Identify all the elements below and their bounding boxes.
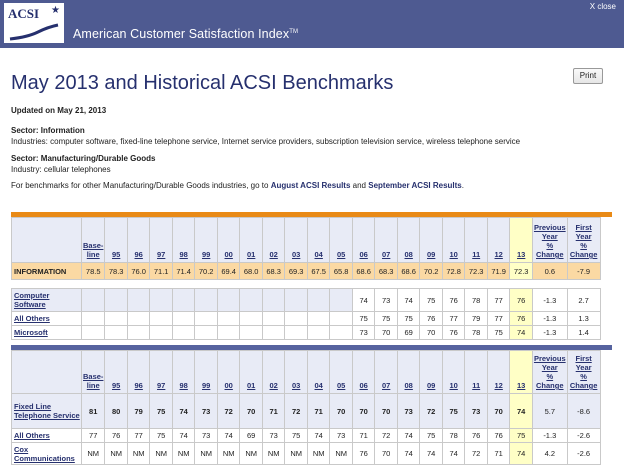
sector-information: Sector: Information Industries: computer software, fixed-line telephone service, Internet service providers, subscription television service, wireless telephone service <box>11 126 521 146</box>
table-cell: NM <box>307 443 330 465</box>
col-year-95[interactable] <box>105 218 128 263</box>
table-cell: 70.2 <box>420 263 443 280</box>
fixed-line-table <box>11 350 601 465</box>
col-year-02[interactable] <box>262 351 285 394</box>
col-year-04[interactable] <box>307 218 330 263</box>
table-cell: 4.2 <box>532 443 567 465</box>
col-year-03[interactable] <box>285 218 308 263</box>
table-cell: 76 <box>105 429 128 443</box>
year-02-link[interactable]: 02 <box>269 381 278 390</box>
table-cell: 76 <box>465 429 488 443</box>
table-cell <box>127 289 150 312</box>
benchmark-note: For benchmarks for other Manufacturing/Durable Goods industries, go to August ACSI Results and September ACSI Results. <box>11 181 464 190</box>
table-cell: 71.1 <box>150 263 173 280</box>
table-cell: 67.5 <box>307 263 330 280</box>
table-cell: 72 <box>375 429 398 443</box>
year-07-link[interactable]: 07 <box>382 381 391 390</box>
year-09-link[interactable]: 09 <box>427 250 436 259</box>
table-row <box>12 326 601 340</box>
table-cell: 75 <box>397 312 420 326</box>
col-year-02[interactable] <box>262 218 285 263</box>
spacer-row <box>12 280 601 289</box>
august-results-link[interactable]: August ACSI Results <box>270 181 351 190</box>
table-cell: -2.6 <box>567 443 600 465</box>
header-blank <box>12 351 82 394</box>
table-cell: NM <box>285 443 308 465</box>
year-12-link[interactable]: 12 <box>494 250 503 259</box>
year-06-link[interactable]: 06 <box>359 250 368 259</box>
col-year-07[interactable] <box>375 218 398 263</box>
row-name <box>12 263 82 280</box>
table-cell: 71 <box>487 443 510 465</box>
table-cell: 73 <box>330 429 353 443</box>
col-baseline[interactable] <box>82 218 105 263</box>
table-cell: 74 <box>307 429 330 443</box>
table-cell <box>172 312 195 326</box>
table-cell: 76 <box>420 312 443 326</box>
table-cell: 75 <box>150 429 173 443</box>
table-cell: 69 <box>397 326 420 340</box>
col-year-13[interactable] <box>510 351 533 394</box>
table-cell: 78.5 <box>82 263 105 280</box>
table-cell: 5.7 <box>532 394 567 429</box>
year-00-link[interactable]: 00 <box>224 250 233 259</box>
table-cell: 68.0 <box>240 263 263 280</box>
table-cell: 70 <box>375 443 398 465</box>
table-cell: 74 <box>510 394 533 429</box>
table-cell: 74 <box>397 289 420 312</box>
year-10-link[interactable]: 10 <box>449 250 458 259</box>
spacer-cell <box>12 280 601 289</box>
table-cell: 75 <box>352 312 375 326</box>
year-97-link[interactable]: 97 <box>157 250 166 259</box>
table-cell: 72.8 <box>442 263 465 280</box>
row-label[interactable]: All Others <box>14 314 50 323</box>
year-02-link[interactable]: 02 <box>269 250 278 259</box>
row-label[interactable]: All Others <box>14 431 50 440</box>
year-10-link[interactable]: 10 <box>449 381 458 390</box>
table-cell <box>285 289 308 312</box>
table-cell <box>330 326 353 340</box>
col-first-year-change[interactable] <box>567 218 600 263</box>
table-cell: 71.4 <box>172 263 195 280</box>
table-cell: -8.6 <box>567 394 600 429</box>
year-96-link[interactable]: 96 <box>134 381 143 390</box>
table-cell <box>150 326 173 340</box>
updated-date: Updated on May 21, 2013 <box>11 106 107 115</box>
col-year-12[interactable] <box>487 351 510 394</box>
table-cell: 78 <box>442 429 465 443</box>
year-12-link[interactable]: 12 <box>494 381 503 390</box>
table-cell: NM <box>262 443 285 465</box>
table-cell: 72.3 <box>465 263 488 280</box>
table-cell <box>217 289 240 312</box>
table-cell: -1.3 <box>532 312 567 326</box>
table-cell: NM <box>217 443 240 465</box>
table-cell <box>240 312 263 326</box>
col-previous-year-change-link[interactable]: Previous Year % Change <box>533 223 566 259</box>
table-cell <box>82 289 105 312</box>
table-cell: -1.3 <box>532 429 567 443</box>
table-cell <box>330 312 353 326</box>
table-cell: 1.3 <box>567 312 600 326</box>
print-button[interactable]: Print <box>573 68 603 84</box>
year-11-link[interactable]: 11 <box>472 250 481 259</box>
table-cell: 74 <box>510 443 533 465</box>
information-table <box>11 217 601 340</box>
table-cell: 72.3 <box>510 263 533 280</box>
table-cell: 71 <box>262 394 285 429</box>
year-05-link[interactable]: 05 <box>337 381 346 390</box>
year-13-link[interactable]: 13 <box>517 381 526 390</box>
table-cell: 75 <box>420 429 443 443</box>
table-cell <box>240 289 263 312</box>
table-cell <box>105 289 128 312</box>
table-cell: 70 <box>487 394 510 429</box>
row-label[interactable]: Computer Software <box>14 291 50 309</box>
col-year-05[interactable] <box>330 218 353 263</box>
col-year-04[interactable] <box>307 351 330 394</box>
table-cell: NM <box>172 443 195 465</box>
year-01-link[interactable]: 01 <box>247 250 256 259</box>
table-cell <box>82 326 105 340</box>
table-cell: 74 <box>217 429 240 443</box>
row-name[interactable] <box>12 429 82 443</box>
col-first-year-change-link[interactable]: First Year % Change <box>569 354 598 390</box>
year-06-link[interactable]: 06 <box>359 381 368 390</box>
table-cell: 74 <box>172 394 195 429</box>
star-icon: ★ <box>51 5 60 16</box>
year-99-link[interactable]: 99 <box>202 250 211 259</box>
table-cell: 81 <box>82 394 105 429</box>
table-cell: 71.9 <box>487 263 510 280</box>
table-cell: -7.9 <box>567 263 600 280</box>
col-year-95[interactable] <box>105 351 128 394</box>
table-cell: 74 <box>442 443 465 465</box>
col-year-97[interactable] <box>150 218 173 263</box>
table-cell: 73 <box>465 394 488 429</box>
year-07-link[interactable]: 07 <box>382 250 391 259</box>
col-year-09[interactable] <box>420 218 443 263</box>
year-97-link[interactable]: 97 <box>157 381 166 390</box>
table-cell: 79 <box>465 312 488 326</box>
col-baseline-link[interactable]: Base- line <box>83 372 104 390</box>
table-cell <box>285 326 308 340</box>
table-cell <box>150 312 173 326</box>
table-cell: -2.6 <box>567 429 600 443</box>
year-03-link[interactable]: 03 <box>292 381 301 390</box>
row-label[interactable]: Cox Communications <box>14 444 75 463</box>
table-cell <box>217 312 240 326</box>
col-year-00[interactable] <box>217 218 240 263</box>
year-00-link[interactable]: 00 <box>224 381 233 390</box>
table-cell: NM <box>150 443 173 465</box>
col-baseline[interactable] <box>82 351 105 394</box>
col-baseline-link[interactable]: Base- line <box>83 241 104 259</box>
row-label: INFORMATION <box>14 266 67 276</box>
table-cell: -1.3 <box>532 326 567 340</box>
table-cell: 75 <box>510 429 533 443</box>
col-previous-year-change-link[interactable]: Previous Year % Change <box>533 354 566 390</box>
table-cell <box>262 312 285 326</box>
table-cell: 68.6 <box>397 263 420 280</box>
table-cell: 69.4 <box>217 263 240 280</box>
col-year-08[interactable] <box>397 218 420 263</box>
year-95-link[interactable]: 95 <box>112 250 121 259</box>
row-name[interactable] <box>12 443 82 465</box>
table-cell: 77 <box>442 312 465 326</box>
table-cell <box>172 289 195 312</box>
table-cell: 72 <box>217 394 240 429</box>
table-cell <box>285 312 308 326</box>
year-04-link[interactable]: 04 <box>314 250 323 259</box>
table-cell: 74 <box>397 429 420 443</box>
table-cell: 75 <box>487 326 510 340</box>
table-cell <box>307 326 330 340</box>
table-cell <box>172 326 195 340</box>
col-year-01[interactable] <box>240 218 263 263</box>
col-previous-year-change[interactable] <box>532 351 567 394</box>
table-cell: 76.0 <box>127 263 150 280</box>
row-label[interactable]: Fixed Line Telephone Service <box>14 402 80 420</box>
col-year-07[interactable] <box>375 351 398 394</box>
year-01-link[interactable]: 01 <box>247 381 256 390</box>
acsi-logo[interactable] <box>4 3 64 43</box>
table-cell: 77 <box>127 429 150 443</box>
table-cell: 70 <box>420 326 443 340</box>
table-cell: 72 <box>420 394 443 429</box>
col-year-06[interactable] <box>352 218 375 263</box>
year-98-link[interactable]: 98 <box>179 250 188 259</box>
table-cell: 69 <box>240 429 263 443</box>
table-cell: 65.8 <box>330 263 353 280</box>
table-cell: NM <box>240 443 263 465</box>
table-row <box>12 312 601 326</box>
brand-name: American Customer Satisfaction Index™ <box>73 27 299 41</box>
col-year-99[interactable] <box>195 218 218 263</box>
col-year-05[interactable] <box>330 351 353 394</box>
table-cell: 70 <box>352 394 375 429</box>
col-year-08[interactable] <box>397 351 420 394</box>
september-results-link[interactable]: September ACSI Results <box>368 181 462 190</box>
table-cell: 76 <box>487 429 510 443</box>
sector-manufacturing: Sector: Manufacturing/Durable Goods Industry: cellular telephones <box>11 154 156 174</box>
table-cell: 68.6 <box>352 263 375 280</box>
table-cell: 70 <box>375 394 398 429</box>
col-first-year-change[interactable] <box>567 351 600 394</box>
table-cell: 74 <box>510 326 533 340</box>
table-cell: NM <box>195 443 218 465</box>
year-03-link[interactable]: 03 <box>292 250 301 259</box>
col-year-97[interactable] <box>150 351 173 394</box>
col-year-11[interactable] <box>465 351 488 394</box>
trend-arrow-icon <box>8 23 60 41</box>
table-row <box>12 443 601 465</box>
fixed-line-row <box>12 394 601 429</box>
table-cell: 77 <box>487 289 510 312</box>
year-95-link[interactable]: 95 <box>112 381 121 390</box>
table-cell: NM <box>330 443 353 465</box>
table-cell <box>307 312 330 326</box>
year-98-link[interactable]: 98 <box>179 381 188 390</box>
row-name[interactable] <box>12 289 82 312</box>
header-row <box>12 351 601 394</box>
site-header <box>0 0 624 48</box>
table-cell: 73 <box>375 289 398 312</box>
col-year-00[interactable] <box>217 351 240 394</box>
table-cell <box>195 289 218 312</box>
year-11-link[interactable]: 11 <box>472 381 481 390</box>
col-year-96[interactable] <box>127 351 150 394</box>
col-year-11[interactable] <box>465 218 488 263</box>
table-cell: 76 <box>442 289 465 312</box>
col-year-99[interactable] <box>195 351 218 394</box>
table-cell: NM <box>82 443 105 465</box>
table-cell: 74 <box>352 289 375 312</box>
table-cell: 2.7 <box>567 289 600 312</box>
table-cell: 76 <box>510 289 533 312</box>
table-cell: 78.3 <box>105 263 128 280</box>
col-year-06[interactable] <box>352 351 375 394</box>
table-cell <box>195 326 218 340</box>
table-cell: 70.2 <box>195 263 218 280</box>
table-cell: 70 <box>240 394 263 429</box>
col-year-98[interactable] <box>172 351 195 394</box>
year-08-link[interactable]: 08 <box>404 381 413 390</box>
header-row <box>12 218 601 263</box>
table-cell: 68.3 <box>375 263 398 280</box>
table-cell: 73 <box>195 429 218 443</box>
table-cell: 68.3 <box>262 263 285 280</box>
table-cell: 80 <box>105 394 128 429</box>
table-cell: 78 <box>465 326 488 340</box>
table-cell <box>105 312 128 326</box>
table-cell: 79 <box>127 394 150 429</box>
table-cell: 75 <box>442 394 465 429</box>
table-cell: 73 <box>262 429 285 443</box>
table-cell: 74 <box>172 429 195 443</box>
table-cell: 1.4 <box>567 326 600 340</box>
year-04-link[interactable]: 04 <box>314 381 323 390</box>
row-label[interactable]: Microsoft <box>14 328 48 337</box>
col-year-96[interactable] <box>127 218 150 263</box>
table-cell: 70 <box>330 394 353 429</box>
col-year-13[interactable] <box>510 218 533 263</box>
table-cell <box>307 289 330 312</box>
year-13-link[interactable]: 13 <box>517 250 526 259</box>
row-name[interactable] <box>12 312 82 326</box>
table-cell: 77 <box>82 429 105 443</box>
col-year-98[interactable] <box>172 218 195 263</box>
table-cell: 72 <box>465 443 488 465</box>
year-08-link[interactable]: 08 <box>404 250 413 259</box>
table-cell: -1.3 <box>532 289 567 312</box>
table-cell <box>82 312 105 326</box>
table-cell: NM <box>105 443 128 465</box>
page-title: May 2013 and Historical ACSI Benchmarks <box>11 72 394 94</box>
table-cell: 73 <box>397 394 420 429</box>
table-cell: 73 <box>352 326 375 340</box>
table-cell: 75 <box>375 312 398 326</box>
table-cell: NM <box>127 443 150 465</box>
col-previous-year-change[interactable] <box>532 218 567 263</box>
table-cell <box>127 326 150 340</box>
table-cell: 75 <box>150 394 173 429</box>
table-cell <box>105 326 128 340</box>
table-cell: 75 <box>285 429 308 443</box>
table-cell <box>195 312 218 326</box>
table-cell <box>217 326 240 340</box>
col-year-10[interactable] <box>442 218 465 263</box>
col-first-year-change-link[interactable]: First Year % Change <box>569 223 598 259</box>
table-cell: 74 <box>420 443 443 465</box>
table-cell: 74 <box>397 443 420 465</box>
row-name[interactable] <box>12 394 82 429</box>
table-cell: 71 <box>352 429 375 443</box>
table-cell: 70 <box>375 326 398 340</box>
table-row <box>12 429 601 443</box>
year-05-link[interactable]: 05 <box>337 250 346 259</box>
table-cell: 76 <box>442 326 465 340</box>
table-cell <box>262 326 285 340</box>
col-year-03[interactable] <box>285 351 308 394</box>
table-cell <box>127 312 150 326</box>
table-cell: 69.3 <box>285 263 308 280</box>
col-year-10[interactable] <box>442 351 465 394</box>
year-96-link[interactable]: 96 <box>134 250 143 259</box>
table-cell <box>150 289 173 312</box>
table-cell <box>330 289 353 312</box>
table-cell <box>262 289 285 312</box>
close-button[interactable]: X close <box>589 2 616 11</box>
table-cell: 72 <box>285 394 308 429</box>
logo-text: ACSI <box>8 6 40 21</box>
table-cell: 0.6 <box>532 263 567 280</box>
table-cell: 77 <box>487 312 510 326</box>
col-year-01[interactable] <box>240 351 263 394</box>
col-year-12[interactable] <box>487 218 510 263</box>
table-cell: 76 <box>510 312 533 326</box>
information-row <box>12 263 601 280</box>
table-cell: 73 <box>195 394 218 429</box>
table-cell <box>240 326 263 340</box>
table-cell: 75 <box>420 289 443 312</box>
header-blank <box>12 218 82 263</box>
year-99-link[interactable]: 99 <box>202 381 211 390</box>
table-cell: 71 <box>307 394 330 429</box>
computer-software-row <box>12 289 601 312</box>
table-cell: 76 <box>352 443 375 465</box>
table-cell: 78 <box>465 289 488 312</box>
year-09-link[interactable]: 09 <box>427 381 436 390</box>
col-year-09[interactable] <box>420 351 443 394</box>
row-name[interactable] <box>12 326 82 340</box>
